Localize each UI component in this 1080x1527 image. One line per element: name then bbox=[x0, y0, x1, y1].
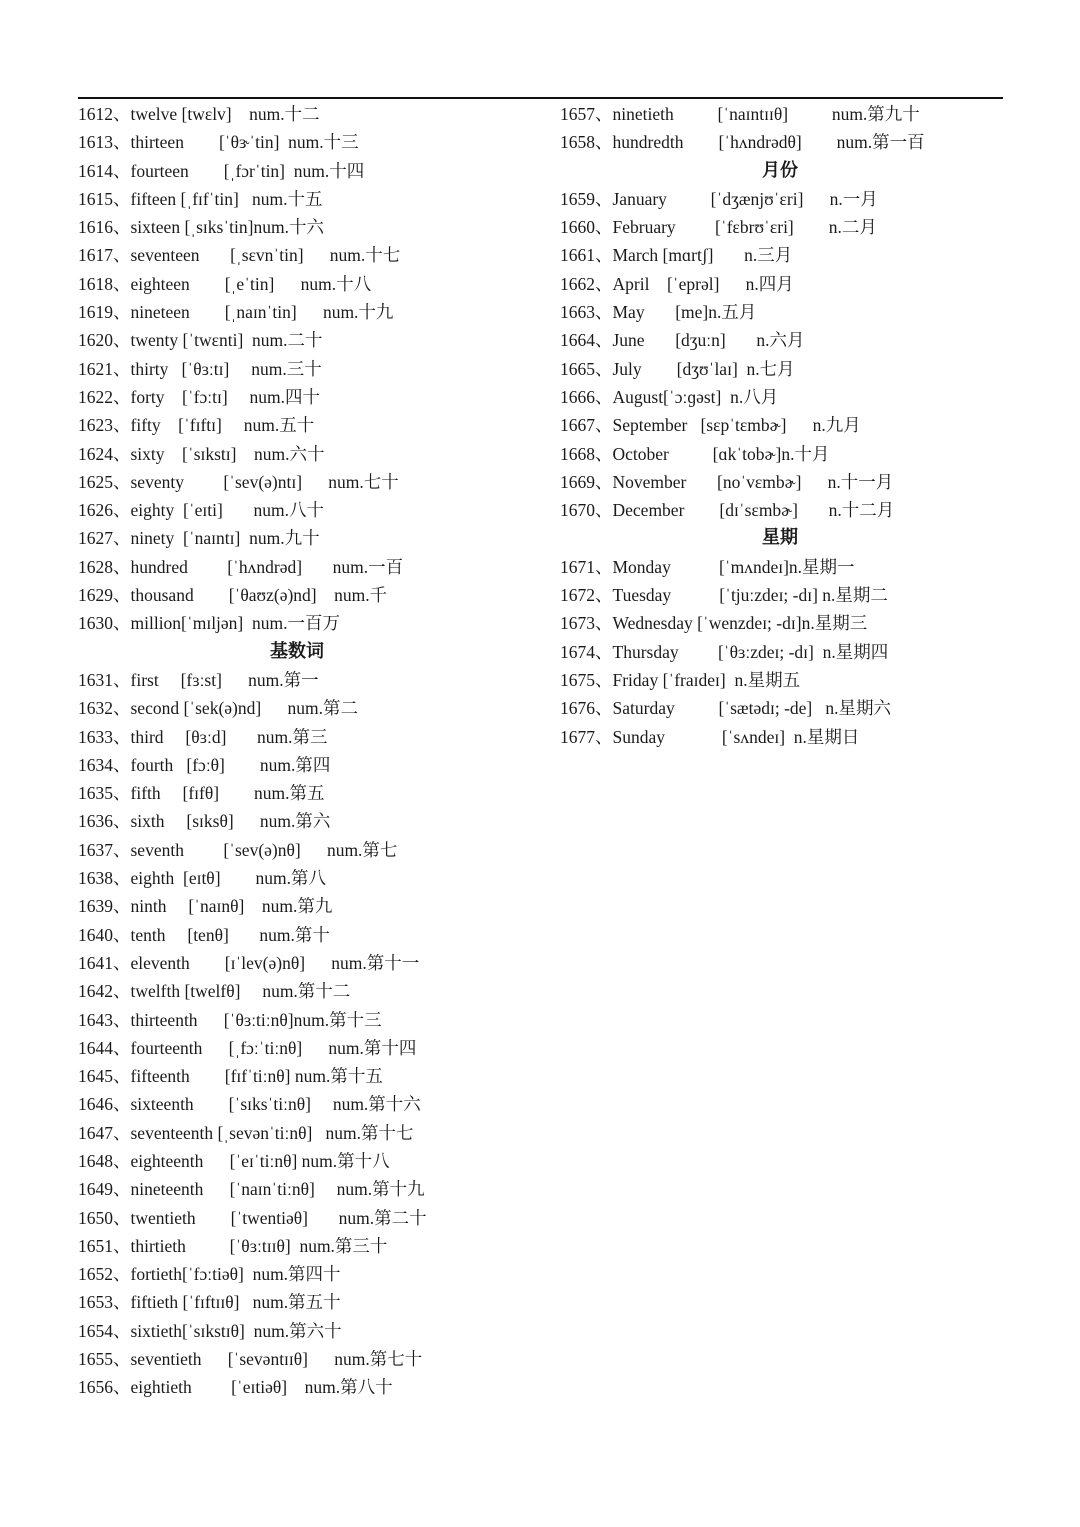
vocab-entry-text: 1620、twenty [ˈtwɛnti] num.二十 bbox=[78, 330, 323, 351]
vocab-entry bbox=[78, 1260, 548, 1288]
vocab-entry bbox=[560, 383, 1000, 411]
vocab-entry-text: 1628、hundred [ˈhʌndrəd] num.一百 bbox=[78, 556, 404, 577]
vocab-entry-text: 1650、twentieth [ˈtwentiəθ] num.第二十 bbox=[78, 1207, 427, 1228]
vocab-entry-text: 1677、Sunday [ˈsʌndeɪ] n.星期日 bbox=[560, 726, 860, 747]
vocab-entry bbox=[78, 1175, 548, 1203]
vocab-entry bbox=[560, 128, 1000, 156]
vocab-entry bbox=[78, 836, 548, 864]
vocab-entry-text: 1624、sixty [ˈsɪkstɪ] num.六十 bbox=[78, 443, 325, 464]
ordinal-list bbox=[78, 666, 548, 1402]
vocab-entry-text: 1671、Monday [ˈmʌndeɪ]n.星期一 bbox=[560, 556, 855, 577]
vocab-entry bbox=[560, 411, 1000, 439]
vocab-entry-text: 1615、fifteen [ˌfɪfˈtin] num.十五 bbox=[78, 188, 323, 209]
vocab-entry bbox=[560, 185, 1000, 213]
vocab-entry bbox=[78, 100, 548, 128]
vocab-entry-text: 1673、Wednesday [ˈwenzdeɪ; -dɪ]n.星期三 bbox=[560, 613, 868, 634]
vocab-entry-text: 1629、thousand [ˈθaʊz(ə)nd] num.千 bbox=[78, 585, 388, 606]
vocab-entry-text: 1637、seventh [ˈsev(ə)nθ] num.第七 bbox=[78, 839, 398, 860]
vocab-entry-text: 1670、December [dɪˈsɛmbɚ] n.十二月 bbox=[560, 500, 895, 521]
vocab-entry-text: 1626、eighty [ˈeɪti] num.八十 bbox=[78, 500, 324, 521]
vocab-entry bbox=[78, 977, 548, 1005]
vocab-entry-text: 1617、seventeen [ˌsɛvnˈtin] num.十七 bbox=[78, 245, 401, 266]
cardinal-list bbox=[78, 100, 548, 638]
vocab-entry bbox=[78, 1062, 548, 1090]
vocab-entry-text: 1652、fortieth[ˈfɔːtiəθ] num.第四十 bbox=[78, 1264, 341, 1285]
vocab-entry-text: 1634、fourth [fɔːθ] num.第四 bbox=[78, 754, 331, 775]
vocab-entry bbox=[78, 1232, 548, 1260]
vocab-entry bbox=[78, 723, 548, 751]
vocab-entry bbox=[78, 694, 548, 722]
vocab-entry-text: 1653、fiftieth [ˈfɪftɪɪθ] num.第五十 bbox=[78, 1292, 341, 1313]
vocab-entry bbox=[78, 524, 548, 552]
vocab-entry bbox=[78, 355, 548, 383]
vocab-entry bbox=[560, 666, 1000, 694]
vocab-entry bbox=[78, 383, 548, 411]
vocab-entry-text: 1627、ninety [ˈnaɪntɪ] num.九十 bbox=[78, 528, 320, 549]
vocab-entry-text: 1639、ninth [ˈnaɪnθ] num.第九 bbox=[78, 896, 333, 917]
vocab-entry bbox=[78, 666, 548, 694]
vocab-entry-text: 1666、August[ˈɔːɡəst] n.八月 bbox=[560, 386, 779, 407]
vocab-entry-text: 1646、sixteenth [ˈsɪksˈtiːnθ] num.第十六 bbox=[78, 1094, 421, 1115]
vocab-entry bbox=[78, 411, 548, 439]
vocab-entry bbox=[560, 270, 1000, 298]
vocab-entry-text: 1660、February [ˈfɛbrʊˈɛri] n.二月 bbox=[560, 217, 877, 238]
vocab-entry-text: 1623、fifty [ˈfɪftɪ] num.五十 bbox=[78, 415, 315, 436]
vocab-entry bbox=[78, 1147, 548, 1175]
vocab-entry-text: 1645、fifteenth [fɪfˈtiːnθ] num.第十五 bbox=[78, 1066, 383, 1087]
vocab-entry bbox=[78, 496, 548, 524]
vocab-entry-text: 1654、sixtieth[ˈsɪkstɪθ] num.第六十 bbox=[78, 1320, 342, 1341]
vocab-entry bbox=[78, 440, 548, 468]
vocab-entry bbox=[560, 298, 1000, 326]
vocab-entry-text: 1664、June [dʒuːn] n.六月 bbox=[560, 330, 805, 351]
section-heading-weekdays: 星期 bbox=[762, 527, 798, 549]
vocab-entry-text: 1643、thirteenth [ˈθɜːtiːnθ]num.第十三 bbox=[78, 1009, 382, 1030]
vocab-entry bbox=[560, 694, 1000, 722]
top-rule bbox=[78, 97, 1003, 99]
vocab-entry bbox=[78, 157, 548, 185]
vocab-entry-text: 1621、thirty [ˈθɜːtɪ] num.三十 bbox=[78, 358, 322, 379]
vocab-entry-text: 1636、sixth [sɪksθ] num.第六 bbox=[78, 811, 331, 832]
vocab-entry bbox=[78, 468, 548, 496]
vocab-entry-text: 1668、October [ɑkˈtobɚ]n.十月 bbox=[560, 443, 830, 464]
vocab-entry bbox=[78, 1373, 548, 1401]
vocab-entry-text: 1638、eighth [eɪtθ] num.第八 bbox=[78, 868, 327, 889]
vocab-entry bbox=[78, 609, 548, 637]
vocab-entry-text: 1640、tenth [tenθ] num.第十 bbox=[78, 924, 330, 945]
vocab-entry bbox=[560, 241, 1000, 269]
vocab-entry-text: 1656、eightieth [ˈeɪtiəθ] num.第八十 bbox=[78, 1377, 393, 1398]
vocab-entry bbox=[560, 581, 1000, 609]
vocab-entry-text: 1648、eighteenth [ˈeɪˈtiːnθ] num.第十八 bbox=[78, 1150, 390, 1171]
vocab-entry-text: 1622、forty [ˈfɔːtɪ] num.四十 bbox=[78, 386, 321, 407]
months-list bbox=[560, 185, 1000, 525]
vocab-entry-text: 1655、seventieth [ˈsevəntɪɪθ] num.第七十 bbox=[78, 1349, 423, 1370]
vocab-entry bbox=[78, 1288, 548, 1316]
vocab-entry-text: 1618、eighteen [ˌeˈtin] num.十八 bbox=[78, 273, 372, 294]
vocab-entry bbox=[560, 496, 1000, 524]
vocab-entry bbox=[560, 355, 1000, 383]
vocab-entry-text: 1633、third [θɜːd] num.第三 bbox=[78, 726, 328, 747]
vocab-entry bbox=[78, 298, 548, 326]
vocab-entry bbox=[78, 553, 548, 581]
vocab-entry-text: 1644、fourteenth [ˌfɔːˈtiːnθ] num.第十四 bbox=[78, 1037, 417, 1058]
vocab-entry bbox=[560, 553, 1000, 581]
vocab-entry bbox=[78, 185, 548, 213]
vocab-entry bbox=[78, 581, 548, 609]
vocab-entry bbox=[560, 440, 1000, 468]
vocab-entry bbox=[560, 213, 1000, 241]
vocab-entry-text: 1665、July [dʒʊˈlaɪ] n.七月 bbox=[560, 358, 795, 379]
vocab-entry-text: 1672、Tuesday [ˈtjuːzdeɪ; -dɪ] n.星期二 bbox=[560, 585, 888, 606]
vocab-entry bbox=[560, 468, 1000, 496]
vocab-entry-text: 1649、nineteenth [ˈnaɪnˈtiːnθ] num.第十九 bbox=[78, 1179, 425, 1200]
vocab-entry bbox=[78, 921, 548, 949]
left-column bbox=[78, 100, 548, 1402]
vocab-entry-text: 1647、seventeenth [ˌsevənˈtiːnθ] num.第十七 bbox=[78, 1122, 414, 1143]
vocab-entry bbox=[78, 270, 548, 298]
vocab-entry bbox=[78, 1119, 548, 1147]
vocab-entry bbox=[560, 326, 1000, 354]
vocab-entry-text: 1612、twelve [twɛlv] num.十二 bbox=[78, 104, 320, 124]
vocab-entry-text: 1661、March [mɑrtʃ] n.三月 bbox=[560, 245, 793, 266]
vocab-entry bbox=[78, 128, 548, 156]
vocab-entry bbox=[78, 326, 548, 354]
vocab-entry bbox=[78, 1006, 548, 1034]
vocab-entry-text: 1625、seventy [ˈsev(ə)ntɪ] num.七十 bbox=[78, 471, 399, 492]
vocab-entry bbox=[78, 1345, 548, 1373]
vocab-entry-text: 1619、nineteen [ˌnaɪnˈtin] num.十九 bbox=[78, 302, 394, 323]
vocab-entry-text: 1658、hundredth [ˈhʌndrədθ] num.第一百 bbox=[560, 132, 925, 153]
vocab-entry bbox=[78, 779, 548, 807]
vocab-entry-text: 1614、fourteen [ˌfɔrˈtin] num.十四 bbox=[78, 160, 365, 181]
vocab-entry bbox=[560, 723, 1000, 751]
vocab-entry bbox=[78, 949, 548, 977]
vocab-entry-text: 1657、ninetieth [ˈnaɪntɪɪθ] num.第九十 bbox=[560, 104, 920, 124]
vocab-entry-text: 1669、November [noˈvɛmbɚ] n.十一月 bbox=[560, 471, 894, 492]
vocab-entry bbox=[78, 892, 548, 920]
right-column bbox=[560, 100, 1000, 751]
vocab-entry-text: 1641、eleventh [ɪˈlev(ə)nθ] num.第十一 bbox=[78, 952, 420, 973]
vocab-entry-text: 1632、second [ˈsek(ə)nd] num.第二 bbox=[78, 698, 358, 719]
vocab-entry-text: 1659、January [ˈdʒænjʊˈɛri] n.一月 bbox=[560, 188, 878, 209]
vocab-entry bbox=[78, 1317, 548, 1345]
vocab-entry-text: 1631、first [fɜːst] num.第一 bbox=[78, 669, 319, 690]
vocab-entry-text: 1667、September [sɛpˈtɛmbɚ] n.九月 bbox=[560, 415, 861, 436]
vocab-entry-text: 1651、thirtieth [ˈθɜːtɪɪθ] num.第三十 bbox=[78, 1235, 388, 1256]
vocab-entry bbox=[560, 100, 1000, 128]
section-heading-months: 月份 bbox=[762, 159, 798, 181]
ordinal-list-continued bbox=[560, 100, 1000, 157]
vocab-entry-text: 1630、million[ˈmɪljən] num.一百万 bbox=[78, 613, 340, 634]
vocab-entry bbox=[78, 1204, 548, 1232]
vocab-entry-text: 1675、Friday [ˈfraɪdeɪ] n.星期五 bbox=[560, 669, 801, 690]
vocab-entry bbox=[78, 213, 548, 241]
vocab-entry-text: 1676、Saturday [ˈsætədɪ; -de] n.星期六 bbox=[560, 698, 891, 719]
vocab-entry-text: 1635、fifth [fɪfθ] num.第五 bbox=[78, 783, 325, 804]
vocab-entry-text: 1616、sixteen [ˌsɪksˈtin]num.十六 bbox=[78, 217, 324, 238]
vocab-entry-text: 1613、thirteen [ˈθɝˈtin] num.十三 bbox=[78, 132, 359, 153]
vocab-entry-text: 1674、Thursday [ˈθɜːzdeɪ; -dɪ] n.星期四 bbox=[560, 641, 889, 662]
vocab-entry-text: 1642、twelfth [twelfθ] num.第十二 bbox=[78, 981, 351, 1002]
vocab-entry bbox=[78, 1034, 548, 1062]
vocab-entry bbox=[560, 638, 1000, 666]
vocab-entry bbox=[78, 751, 548, 779]
vocab-entry bbox=[78, 864, 548, 892]
weekdays-list bbox=[560, 553, 1000, 751]
vocab-entry bbox=[78, 1090, 548, 1118]
vocab-entry bbox=[560, 609, 1000, 637]
vocab-entry bbox=[78, 807, 548, 835]
section-heading-cardinal: 基数词 bbox=[270, 640, 324, 662]
vocab-entry-text: 1662、April [ˈeprəl] n.四月 bbox=[560, 273, 794, 294]
vocab-entry bbox=[78, 241, 548, 269]
vocab-entry-text: 1663、May [me]n.五月 bbox=[560, 302, 757, 323]
